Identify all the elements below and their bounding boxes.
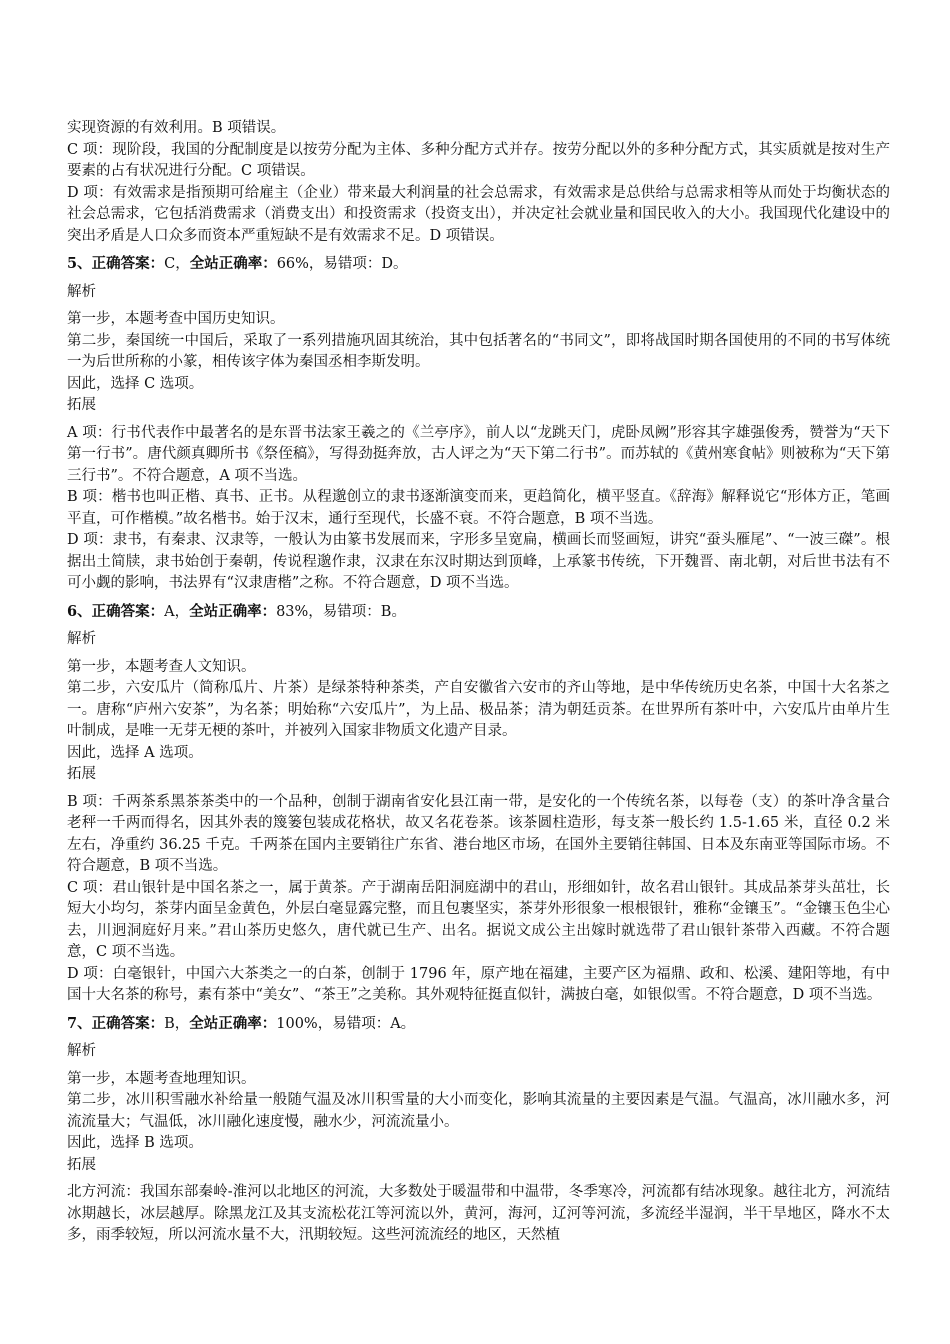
extension-label: 拓展 [67, 766, 96, 782]
extension-label: 拓展 [67, 397, 96, 413]
rate-value: 66%，易错项：D。 [276, 256, 408, 272]
paragraph: D 项：白毫银针，中国六大茶类之一的白茶，创制于 1796 年，原产地在福建，主要产区为福鼎、政和、松溪、建阳等地，有中国十大名茶的称号，素有茶中“美女”、“茶王”之美称。其外观特征挺直似针，满披白毫，如银似雪。不符合题意，D 项不当选。 [67, 965, 890, 1003]
paragraph: 第一步，本题考查人文知识。 [67, 658, 256, 675]
paragraph: C 项：现阶段，我国的分配制度是以按劳分配为主体、多种分配方式并存。按劳分配以外的多种分配方式，其实质就是按对生产要素的占有状况进行分配。C 项错误。 [67, 141, 890, 179]
answer-header-q5 [67, 253, 890, 276]
paragraph: D 项：有效需求是指预期可给雇主（企业）带来最大利润量的社会总需求，有效需求是总供给与总需求相等从而处于均衡状态的社会总需求，它包括消费需求（消费支出）和投资需求（投资支出），并决定社会就业量和国民收入的大小。我国现代化建设中的突出矛盾是人口众多而资本严重短缺不是有效需求不足。D 项错误。 [67, 184, 890, 244]
paragraph: 北方河流：我国东部秦岭-淮河以北地区的河流，大多数处于暖温带和中温带，冬季寒冷，河流都有结冰现象。越往北方，河流结冰期越长，冰层越厚。除黑龙江及其支流松花江等河流以外，黄河，海河，辽河等河流，多流经半湿润，半干旱地区，降水不太多，雨季较短，所以河流水量不大，汛期较短。这些河流流经的地区，天然植 [67, 1184, 890, 1243]
paragraph: B 项：楷书也叫正楷、真书、正书。从程邈创立的隶书逐渐演变而来，更趋简化，横平竖直。《辞海》解释说它“形体方正，笔画平直，可作楷模。”故名楷书。始于汉末，通行至现代，长盛不衰。不符合题意，B 项不当选。 [67, 489, 890, 527]
analysis-label: 解析 [67, 283, 96, 300]
answer-value: C， [164, 256, 190, 272]
paragraph: C 项：君山银针是中国名茶之一，属于黄茶。产于湖南岳阳洞庭湖中的君山，形细如针，故名君山银针。其成品茶芽头茁壮，长短大小均匀，茶芽内面呈金黄色，外层白毫显露完整，而且包裹坚实，茶芽外形很象一根根银针，雅称“金镶玉”。“金镶玉色尘心去，川迥洞庭好月来。”君山茶历史悠久，唐代就已生产、出名。据说文成公主出嫁时就选带了君山银针茶带入西藏。不符合题意，C 项不当选。 [67, 879, 890, 960]
paragraph: 实现资源的有效利用。B 项错误。 [67, 120, 286, 136]
paragraph: 因此，选择 A 选项。 [67, 744, 203, 761]
answer-value: A， [164, 603, 190, 620]
paragraph: B 项：千两茶系黑茶茶类中的一个品种，创制于湖南省安化县江南一带，是安化的一个传统名茶，以每卷（支）的茶叶净含量合老秤一千两而得名，因其外表的篾篓包装成花格状，故又名花卷茶。该茶圆柱造形，每支茶一般长约 1.5-1.65 米，直径 0.2 米左右，净重约 36.25 千克。千两茶在国内主要销往广东省、港台地区市场，在国外主要销往韩国、日本及东南亚等国际市场。不符合题意，B 项不当选。 [67, 793, 890, 874]
answer-value: B， [164, 1015, 190, 1032]
paragraph: 第二步，冰川积雪融水补给量一般随气温及冰川积雪量的大小而变化，影响其流量的主要因素是气温。气温高，冰川融水多，河流流量大；气温低，冰川融化速度慢，融水少，河流流量小。 [67, 1092, 890, 1130]
rate-label: 全站正确率： [189, 602, 277, 620]
analysis-label: 解析 [67, 631, 96, 647]
paragraph: D 项：隶书，有秦隶、汉隶等，一般认为由篆书发展而来，字形多呈宽扁，横画长而竖画短，讲究“蚕头雁尾”、“一波三磔”。根据出土简牍，隶书始创于秦朝，传说程邈作隶，汉隶在东汉时期达到顶峰，上承篆书传统，下开魏晋、南北朝，对后世书法有不可小觑的影响，书法界有“汉隶唐楷”之称。不符合题意，D 项不当选。 [67, 532, 890, 591]
answer-label: 7、正确答案： [67, 1014, 165, 1032]
answer-header-q6 [67, 601, 890, 624]
paragraph: 第二步，秦国统一中国后，采取了一系列措施巩固其统治，其中包括著名的“书同文”，即将战国时期各国使用的不同的书写体统一为后世所称的小篆，相传该字体为秦国丞相李斯发明。 [67, 332, 890, 370]
rate-label: 全站正确率： [189, 1014, 277, 1032]
rate-label: 全站正确率： [189, 255, 277, 272]
rate-value: 83%，易错项：B。 [276, 603, 406, 620]
extension-label: 拓展 [67, 1156, 96, 1173]
paragraph: 第二步，六安瓜片（简称瓜片、片茶）是绿茶特种茶类，产自安徽省六安市的齐山等地，是中华传统历史名茶，中国十大名茶之一。唐称“庐州六安茶”，为名茶；明始称“六安瓜片”，为上品、极品茶；清为朝廷贡茶。在世界所有茶叶中，六安瓜片由单片生叶制成，是唯一无芽无梗的茶叶，并被列入国家非物质文化遗产目录。 [67, 680, 890, 739]
paragraph: 因此，选择 B 选项。 [67, 1135, 203, 1151]
paragraph: 因此，选择 C 选项。 [67, 375, 204, 392]
answer-label: 5、正确答案： [67, 255, 165, 272]
rate-value: 100%，易错项：A。 [276, 1015, 416, 1032]
answer-header-q7 [67, 1013, 890, 1036]
paragraph: 第一步，本题考查地理知识。 [67, 1070, 256, 1087]
analysis-label: 解析 [67, 1043, 96, 1059]
answer-label: 6、正确答案： [67, 602, 165, 620]
paragraph: 第一步，本题考查中国历史知识。 [67, 311, 285, 327]
paragraph: A 项：行书代表作中最著名的是东晋书法家王羲之的《兰亭序》，前人以“龙跳天门，虎卧凤阙”形容其字雄强俊秀，赞誉为“天下第一行书”。唐代颜真卿所书《祭侄稿》，写得劲挺奔放，古人评之为“天下第二行书”。而苏轼的《黄州寒食帖》则被称为“天下第三行书”。不符合题意，A 项不当选。 [67, 424, 890, 484]
